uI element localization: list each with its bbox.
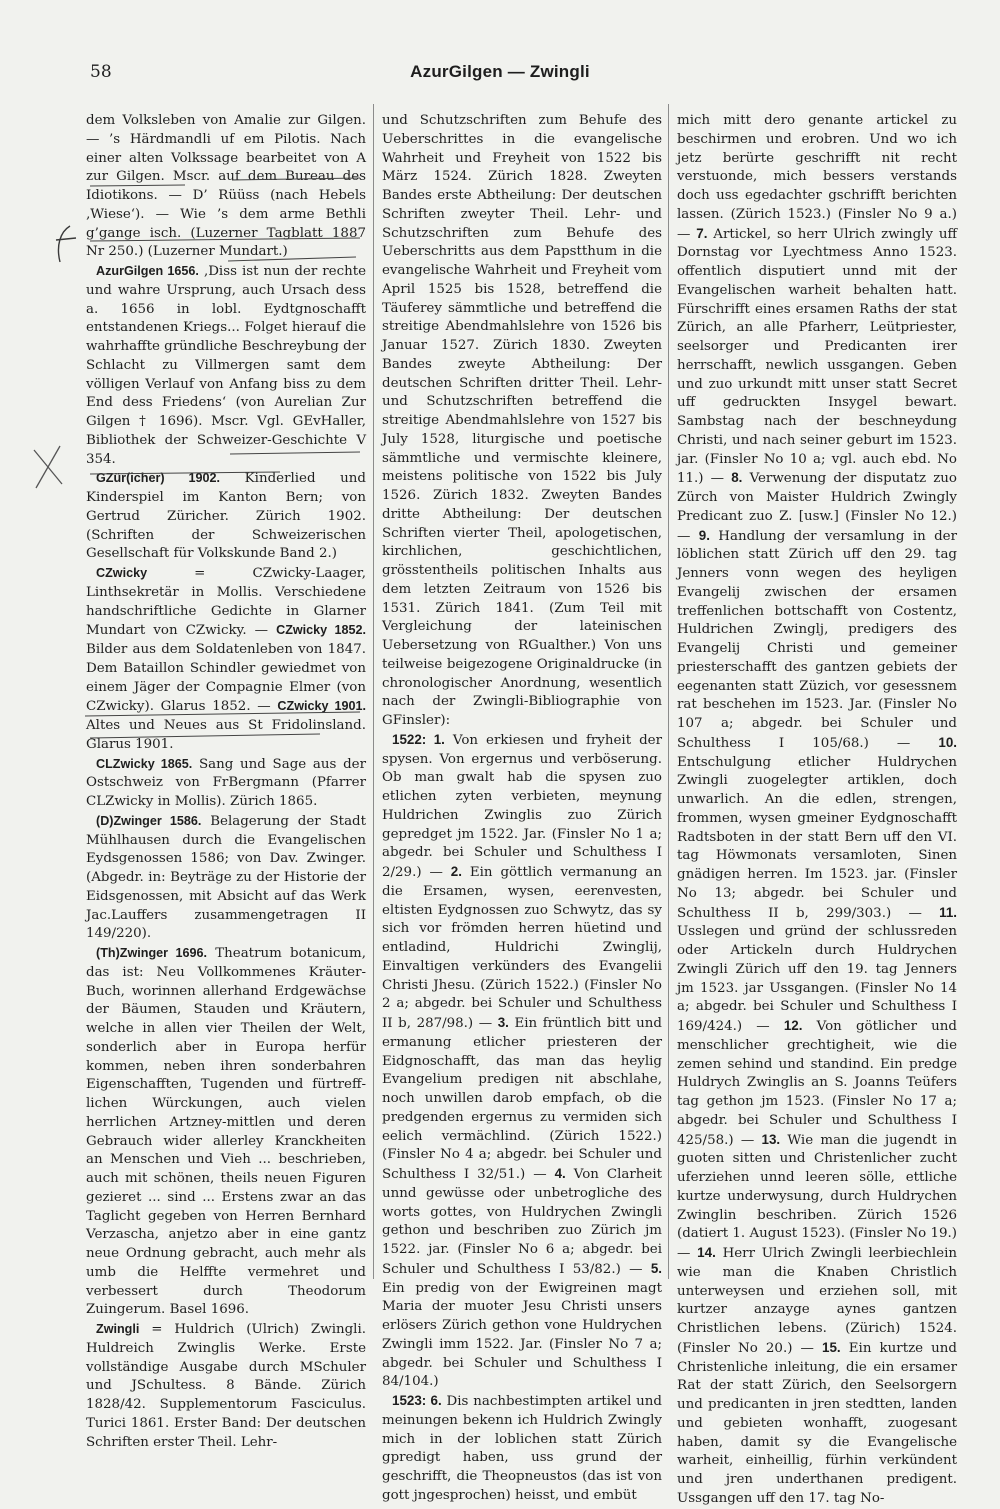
bibliography-entry: [86, 944, 366, 1320]
entry-text: Artickel, so herr Ulrich zwingly uff Dornstag vor Lyechtmess Anno 1523. offentlich disputiert unnd mit der Evangelischen warheit behalten hatt. Fürschrifft eines ersamen Raths der stat Zürich, an alle Pfarherr, Leütpriester, seelsorger und Predicanten irer herrschafft, newlich ussgangen. Geben und zuo urkundt mitt unser statt Secret uff gedruckten Insygel bewart. Sambstag nach der beschneydung Christi, und nach seiner geburt im 1523. jar. (Finsler No 10 a; vgl. auch ebd. No 11.) —: [677, 226, 957, 487]
item-number: 15.: [822, 1339, 841, 1355]
continued-paragraph: [677, 112, 957, 1509]
entry-text: mich mitt dero genante artickel zu beschirmen und erobren. Und wo ich jetz berürte geschrifft nit recht verstuonde, mich bessers verstands doch uss egedachter gschrifft berichten lassen. (Zürich 1523.) (Finsler No 9 a.) —: [677, 113, 957, 242]
entry-text: = CZwicky-Laager, Linthsekretär in Mollis. Verschiedene handschriftliche Gedichte in Glarner Mundart von CZwicky. —: [86, 566, 366, 639]
running-title: AzurGilgen — Zwingli: [410, 62, 590, 81]
entry-text: Ein früntlich bitt und ermanung etlicher priesteren der Eidgnoschafft, das man das heylig Evangelium predigen nit abschlahe, noch unwillen darob empfach, ob die predgenden ergernus zu vermiden sich eelich vermächlind. (Zürich 1522.) (Finsler No 4 a; abgedr. bei Schuler und Schulthess I 32/51.) —: [382, 1016, 662, 1182]
entry-text: und Schutzschriften zum Behufe des Ueberschrittes in die evangelische Wahrheit und Freyheit von 1522 bis März 1524. Zürich 1828. Zweyten Bandes erste Abtheilung: Der deutschen Schriften zweyter Theil. Lehr- und Schutzschriften zum Behufe des Ueberschritts aus dem Papstthum in die evangelische Wahrheit und Freyheit vom April 1525 bis 1528, betreffend die Täuferey sämmtliche und betreffend die streitige Abendmahlslehre von 1526 bis Januar 1527. Zürich 1830. Zweyten Bandes zweyte Abtheilung: Der deutschen Schriften dritter Theil. Lehr- und Schutzschriften betreffend die streitige Abendmahlslehre von 1527 bis July 1528, liturgische und poetische sämmtliche und vermischte kleinere, meistens politische von 1522 bis July 1526. Zürich 1832. Zweyten Bandes dritte Abtheilung: Der deutschen Schriften vierter Theil, apologetischen, kirchlichen, geschichtlichen, grösstentheils politischen Inhalts aus dem letzten Zeitraum von 1526 bis 1531. Zürich 1841. (Zum Teil mit Vergleichung der lateinischen Uebersetzung von RGualther.) Von uns teilweise beigezogene Originaldrucke (in chronologischer Anordnung, wesentlich nach der Zwingli-Bibliographie von GFinsler):: [382, 113, 662, 728]
item-number: 13.: [761, 1131, 781, 1147]
entry-text: Dis nachbestimpten artikel und meinungen bekenn ich Huldrich Zwingly mich in der loblichen statt Zürich gpredigt haben, uss grund der geschrifft, die Theopneustos (das ist von gott jngesprochen) heisst, und embüt: [382, 1394, 662, 1503]
entry-text: Belagerung der Stadt Mühlhausen durch die Evangelischen Eydsgenossen 1586; von Dav. Zwinger. (Abgedr. in: Beyträge zu der Historie der Eidsgenossen, mit Absicht auf das Werk Jac.Lauffers zusammengetragen II 149/220).: [86, 813, 366, 942]
text-column-1: [86, 112, 366, 1452]
entry-text: Wie man die jugendt in guoten sitten und Christenlicher zucht uferziehen unnd leeren sölle, ettliche kurtze underwysung, durch Huldrychen Zwinglin beschriben. Zürich 1526 (datiert 1. August 1523). (Finsler No 19.) —: [677, 1132, 957, 1261]
item-number: 11.: [939, 904, 957, 920]
bibliography-entry: [86, 262, 366, 469]
continued-paragraph: [86, 112, 366, 262]
bibliography-entry: [382, 731, 662, 1392]
entry-heading: CLZwicky 1865.: [96, 756, 193, 771]
entry-text: Verwenung der disputatz zuo Zürch von Maister Huldrich Zwingly Predicant zuo Z. [usw.] (Finsler No 12.) —: [677, 471, 957, 544]
entry-text: Theatrum botanicum, das ist: Neu Vollkommenes Kräuter-Buch, worinnen allerhand Erdgewächse der Bäumen, Stauden und Kräutern, welche in allen vier Theilen der Welt, sonderlich aber in Europa herfür kommen, neben ihren sonderbahren Eigenschafften, Tugenden und fürtrefflichen Würckungen, auch vielen herrlichen Artzney-mittlen und deren Gebrauch wider allerley Kranckheiten an Menschen und Vieh ... beschrieben, auch mit schönen, theils neuen Figuren gezieret ... sind ... Erstens zwar an das Taglicht gegeben von Herren Bernhard Verzascha, anjetzo aber in eine gantz neue Ordnung gebracht, auch mehr als umb die Helffte vermehret und verbessert durch Theodorum Zuingerum. Basel 1696.: [86, 946, 366, 1318]
item-number: 9.: [698, 527, 710, 543]
entry-heading: Zwingli: [96, 1322, 140, 1336]
entry-text: Von erkiesen und fryheit der spysen. Von ergernus und verböserung. Ob man gwalt hab die spysen zuo etlichen zyten verbieten, meynung Huldrichen Zwinglis zuo Zürich gepredget jm 1522. Jar. (Finsler No 1 a; abgedr. bei Schuler und Schulthess I 2/29.) —: [382, 732, 662, 880]
entry-heading: AzurGilgen 1656.: [96, 264, 199, 278]
entry-heading: CZwicky 1852.: [276, 623, 366, 638]
entry-text: Handlung der versamlung in der löblichen statt Zürich uff den 29. tag Jenners vonn wegen des heyligen Evangelij zwischen der ersamen treffenlichen bottschafft von Costentz, Huldrichen Zwinglj, predigers des Evangelij Christi und gemeiner priesterschafft des gantzen gebiets der eegenanten statt Züzich, vor gesessnem rat beschehen im 1523. Jar. (Finsler No 107 a; abgedr. bei Schuler und Schulthess I 105/68.) —: [677, 528, 957, 751]
item-number: 4.: [554, 1166, 566, 1181]
continued-paragraph: [382, 112, 662, 731]
text-column-2: [382, 112, 662, 1506]
entry-text: dem Volksleben von Amalie zur Gilgen. — ’s Härdmandli uf em Pilotis. Nach einer alten Volkssage bearbeitet von A zur Gilgen. Mscr. auf dem Bureau des Idiotikons. — D’ Rüüss (nach Hebels ‚Wiese‘). — Wie ’s dem arme Bethli g’gange isch. (Luzerner Tagblatt 1887 Nr 250.) (Luzerner Mundart.): [86, 113, 366, 260]
entry-text: = Huldrich (Ulrich) Zwingli. Huldreich Zwinglis Werke. Erste vollständige Ausgabe durch MSchuler und JSchultess. 8 Bände. Zürich 1828/42. Supplementorum Fasciculus. Turici 1861. Erster Band: Der deutschen Schriften erster Theil. Lehr-: [86, 1322, 366, 1450]
entry-heading: (D)Zwinger 1586.: [96, 813, 202, 828]
text-column-3: [677, 112, 957, 1509]
entry-heading: (Th)Zwinger 1696.: [96, 946, 208, 960]
entry-text: Von götlicher und menschlicher grechtigheit, wie die zemen sehind und standind. Ein predge Huldrych Zwinglis an S. Joanns Teüfers tag gethon jm 1523. (Finsler No 17 a; abgedr. bei Schuler und Schulthess I 425/58.) —: [677, 1019, 957, 1148]
entry-text: Ein kurtze und Christenliche inleitung, die ein ersamer Rat der statt Zürich, den Seelsorgern und predicanten in jren stedtten, landen und gebieten wonhafft, zuogesant haben, damit sy die Evangelische warheit, einheillig, fürhin verkündent und jren underthanen predigent. Ussgangen uff den 17. tag No-: [677, 1340, 957, 1506]
item-number: 3.: [497, 1015, 509, 1030]
entry-text: Ein göttlich vermanung an die Ersamen, wysen, eerenvesten, eltisten Eydgnossen zuo Schwytz, das sy sich vor frömden herren hüetind und entladind, Huldrichi Zwinglij, Einvaltigen verkünders des Evangelii Christi Jhesu. (Zürich 1522.) (Finsler No 2 a; abgedr. bei Schuler und Schulthess II b, 287/98.) —: [382, 865, 662, 1031]
entry-text: Kinderlied und Kinderspiel im Kanton Bern; von Gertrud Züricher. Zürich 1902. (Schriften der Schweizerischen Gesellschaft für Volkskunde Band 2.): [86, 471, 367, 562]
bibliography-entry: [86, 755, 366, 812]
entry-text: Herr Ulrich Zwingli leerbiechlein wie man die Knaben Christlich unterweysen und erziehen soll, mit kurtzer anzayge aynes gantzen Christlichen lebens. (Zürich) 1524. (Finsler No 20.) —: [677, 1246, 957, 1356]
bibliography-entry: [382, 1392, 662, 1506]
entry-text: Ein predig von der Ewigreinen magt Maria der muoter Jesu Christi unsers erlösers Zürich gethon vone Huldrychen Zwingli imm 1522. Jar. (Finsler No 7 a; abgedr. bei Schuler und Schulthess I 84/104.): [382, 1280, 662, 1390]
item-number: 7.: [696, 225, 708, 241]
entry-heading: GZür(icher) 1902.: [96, 471, 220, 486]
item-number: 14.: [697, 1245, 716, 1260]
column-divider: [668, 104, 669, 1279]
column-divider: [373, 104, 374, 1279]
entry-heading: CZwicky 1901.: [277, 699, 366, 714]
entry-text: Bilder aus dem Soldatenleben von 1847. Dem Bataillon Schindler gewiedmet von einem Jäger der Compagnie Elmer (von CZwicky). Glarus 1852. —: [86, 642, 366, 715]
entry-text: Altes und Neues aus St Fridolinsland. Glarus 1901.: [86, 718, 366, 752]
entry-text: Sang und Sage aus der Ostschweiz von FrBergmann (Pfarrer CLZwicky in Mollis). Zürich 1865.: [86, 756, 366, 809]
item-number: 10.: [938, 734, 957, 750]
margin-bracket-mark: [56, 226, 76, 262]
bibliography-entry: [86, 812, 366, 944]
item-number: 1523: 6.: [392, 1393, 442, 1408]
entry-text: Von Clarheit unnd gewüsse oder unbetrogliche des worts gottes, von Huldrychen Zwingli gethon und beschriben zuo Zürich jm 1522. jar. (Finsler No 6 a; abgedr. bei Schuler und Schulthess I 53/82.) —: [382, 1167, 662, 1277]
item-number: 12.: [783, 1018, 803, 1033]
entry-text: Entschulgung etlicher Huldrychen Zwingli zuogelegter artiklen, doch unwarlich. An die edlen, strengen, frommen, wysen gmeiner Eydgnoschafft Radtsboten in der statt Bern uff den VI. tag Höwmonats versamloten, Sinen gnädigen herren. Im 1523. jar. (Finsler No 13; abgedr. bei Schuler und Schulthess II b, 299/303.) —: [677, 754, 957, 921]
margin-cross-mark: [34, 446, 62, 488]
page-number: 58: [90, 62, 112, 82]
bibliography-entry: [86, 564, 366, 755]
entry-text: Usslegen und gründ der schlussreden oder Artickeln durch Huldrychen Zwingli Zürich uff den 19. tag Jenners jm 1523. jar Ussgangen. (Finsler No 14 a; abgedr. bei Schuler und Schulthess I 169/424.) —: [677, 924, 957, 1034]
entry-text: ‚Diss ist nun der rechte und wahre Ursprung, auch Ursach dess a. 1656 in lobl. Eydtgnoschafft entstandenen Kriegs... Folget hierauf die wahrhaffte gründliche Beschreybung der Schlacht zu Villmergen samt dem völligen Verlauf von Anfang biss zu dem End dess Friedens‘ (von Aurelian Zur Gilgen † 1696). Mscr. Vgl. GEvHaller, Bibliothek der Schweizer-Geschichte V 354.: [86, 264, 367, 467]
item-number: 1522: 1.: [392, 731, 445, 747]
item-number: 5.: [650, 1260, 662, 1276]
bibliography-entry: [86, 1320, 366, 1452]
bibliography-entry: [86, 469, 366, 564]
item-number: 2.: [450, 864, 462, 879]
item-number: 8.: [731, 470, 743, 486]
entry-heading: CZwicky: [96, 566, 148, 580]
